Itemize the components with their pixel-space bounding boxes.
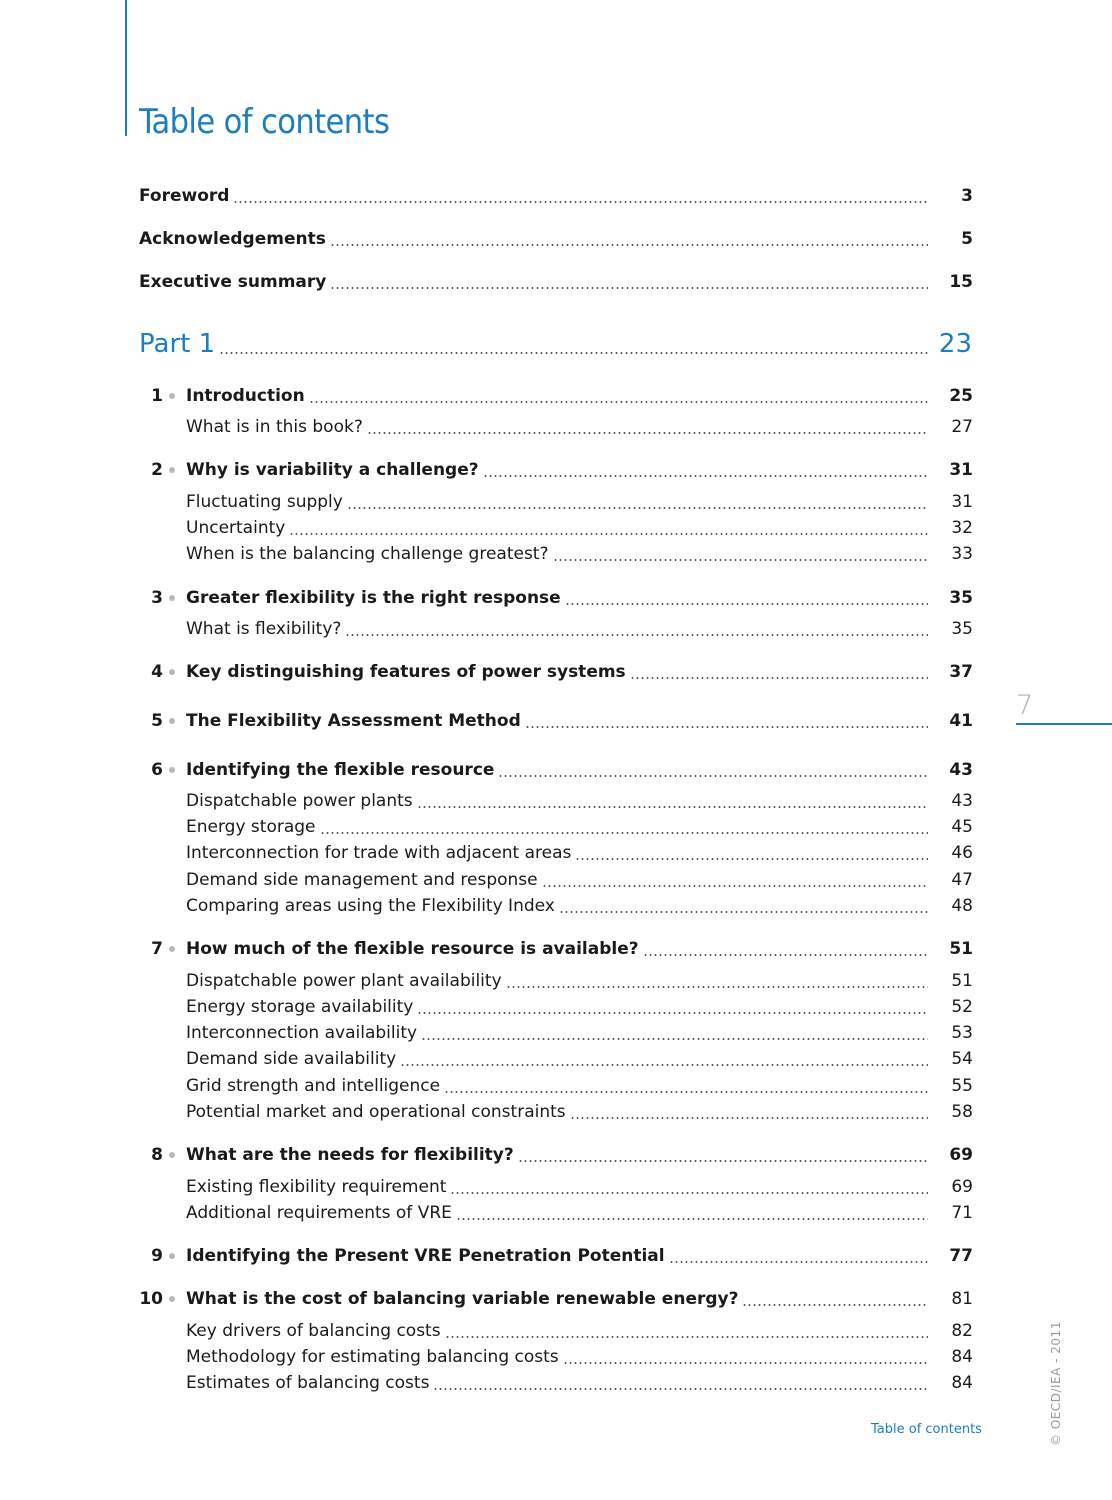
copyright-notice: © OECD/IEA - 2011: [1049, 1321, 1063, 1446]
chapter-number: 2: [151, 460, 163, 480]
toc-section-entry-page: 51: [951, 971, 973, 991]
dot-leader: [630, 677, 928, 679]
dot-leader: [742, 1304, 928, 1306]
toc-section-entry-title: Existing flexibility requirement: [186, 1177, 447, 1197]
chapter-number: 1: [151, 386, 163, 406]
dot-leader: [553, 559, 929, 561]
dot-leader: [309, 401, 928, 403]
toc-section-entry[interactable]: [0, 1319, 1112, 1343]
toc-section-entry[interactable]: [0, 490, 1112, 514]
toc-section-entry-page: 27: [951, 417, 973, 437]
toc-section-entry[interactable]: [0, 894, 1112, 918]
toc-front-matter-entry-page: 3: [961, 186, 973, 206]
toc-section-entry-page: 32: [951, 518, 973, 538]
chapter-bullet-icon: [169, 393, 175, 399]
toc-chapter-entry-page: 43: [949, 760, 973, 780]
page-number-rule: [1016, 723, 1112, 725]
toc-section-entry[interactable]: [0, 415, 1112, 439]
toc-chapter-entry-page: 37: [949, 662, 973, 682]
toc-front-matter-entry-title: Acknowledgements: [139, 229, 326, 249]
toc-chapter-entry[interactable]: [0, 586, 1112, 610]
chapter-bullet-icon: [169, 1253, 175, 1259]
toc-section-entry-page: 35: [951, 619, 973, 639]
toc-section-entry[interactable]: [0, 1201, 1112, 1225]
toc-section-entry-page: 43: [951, 791, 973, 811]
toc-section-entry-page: 71: [951, 1203, 973, 1223]
toc-section-entry-page: 48: [951, 896, 973, 916]
dot-leader: [289, 533, 928, 535]
dot-leader: [417, 806, 928, 808]
toc-chapter-entry-page: 31: [949, 460, 973, 480]
toc-chapter-entry[interactable]: [0, 660, 1112, 684]
chapter-number: 8: [151, 1145, 163, 1165]
toc-section-entry-page: 33: [951, 544, 973, 564]
dot-leader: [525, 726, 928, 728]
toc-part-heading[interactable]: [0, 328, 1112, 360]
toc-section-entry-title: Interconnection availability: [186, 1023, 418, 1043]
dot-leader: [233, 201, 928, 203]
toc-chapter-entry-page: 41: [949, 711, 973, 731]
toc-chapter-entry[interactable]: [0, 709, 1112, 733]
dot-leader: [563, 1362, 928, 1364]
toc-front-matter-entry-title: Executive summary: [139, 272, 327, 292]
toc-section-entry-page: 58: [951, 1102, 973, 1122]
toc-chapter-entry-title: Introduction: [186, 386, 305, 406]
running-footer: Table of contents: [871, 1422, 982, 1437]
toc-chapter-entry-page: 77: [949, 1246, 973, 1266]
dot-leader: [219, 352, 928, 354]
toc-chapter-entry[interactable]: [0, 758, 1112, 782]
toc-section-entry[interactable]: [0, 1175, 1112, 1199]
dot-leader: [559, 911, 928, 913]
dot-leader: [575, 858, 928, 860]
toc-chapter-entry-title: Key distinguishing features of power systems: [186, 662, 626, 682]
toc-section-entry-page: 55: [951, 1076, 973, 1096]
dot-leader: [498, 775, 928, 777]
toc-section-entry[interactable]: [0, 1345, 1112, 1369]
chapter-number: 7: [151, 939, 163, 959]
toc-section-entry[interactable]: [0, 1047, 1112, 1071]
toc-chapter-entry-title: Identifying the flexible resource: [186, 760, 495, 780]
toc-part-heading-title: Part 1: [139, 329, 216, 359]
toc-section-entry[interactable]: [0, 815, 1112, 839]
toc-section-entry-title: What is flexibility?: [186, 619, 342, 639]
toc-front-matter-entry[interactable]: [0, 227, 1112, 251]
toc-chapter-entry-page: 25: [949, 386, 973, 406]
chapter-bullet-icon: [169, 1152, 175, 1158]
toc-chapter-entry-page: 35: [949, 588, 973, 608]
toc-front-matter-entry-title: Foreword: [139, 186, 230, 206]
chapter-bullet-icon: [169, 946, 175, 952]
toc-chapter-entry-title: What are the needs for flexibility?: [186, 1145, 514, 1165]
chapter-bullet-icon: [169, 467, 175, 473]
chapter-bullet-icon: [169, 669, 175, 675]
toc-section-entry-title: Comparing areas using the Flexibility Index: [186, 896, 555, 916]
dot-leader: [445, 1336, 928, 1338]
toc-section-entry-page: 82: [951, 1321, 973, 1341]
toc-section-entry-title: Demand side availability: [186, 1049, 397, 1069]
toc-chapter-entry-title: Greater flexibility is the right response: [186, 588, 561, 608]
toc-section-entry-title: Additional requirements of VRE: [186, 1203, 452, 1223]
toc-section-entry[interactable]: [0, 1074, 1112, 1098]
dot-leader: [456, 1218, 928, 1220]
toc-section-entry-page: 53: [951, 1023, 973, 1043]
chapter-bullet-icon: [169, 767, 175, 773]
toc-section-entry-title: Demand side management and response: [186, 870, 538, 890]
dot-leader: [421, 1038, 928, 1040]
dot-leader: [320, 832, 928, 834]
toc-front-matter-entry[interactable]: [0, 184, 1112, 208]
toc-section-entry[interactable]: [0, 841, 1112, 865]
dot-leader: [450, 1192, 928, 1194]
page-number: 7: [1016, 690, 1034, 721]
toc-chapter-entry-title: How much of the flexible resource is available?: [186, 939, 639, 959]
toc-section-entry-page: 46: [951, 843, 973, 863]
toc-section-entry-title: When is the balancing challenge greatest?: [186, 544, 549, 564]
toc-section-entry[interactable]: [0, 516, 1112, 540]
toc-front-matter-entry-page: 5: [961, 229, 973, 249]
toc-chapter-entry-page: 81: [951, 1289, 973, 1309]
dot-leader: [444, 1091, 928, 1093]
chapter-bullet-icon: [169, 1296, 175, 1302]
toc-section-entry-page: 47: [951, 870, 973, 890]
toc-section-entry-title: Grid strength and intelligence: [186, 1076, 441, 1096]
dot-leader: [400, 1064, 928, 1066]
dot-leader: [669, 1261, 928, 1263]
dot-leader: [367, 432, 928, 434]
chapter-number: 3: [151, 588, 163, 608]
dot-leader: [347, 507, 928, 509]
toc-chapter-entry-page: 69: [949, 1145, 973, 1165]
chapter-bullet-icon: [169, 595, 175, 601]
toc-chapter-entry[interactable]: [0, 458, 1112, 482]
toc-section-entry[interactable]: [0, 1100, 1112, 1124]
toc-section-entry[interactable]: [0, 1371, 1112, 1395]
dot-leader: [345, 634, 928, 636]
toc-section-entry[interactable]: [0, 789, 1112, 813]
toc-chapter-entry[interactable]: [0, 1287, 1112, 1311]
toc-section-entry-page: 45: [951, 817, 973, 837]
toc-chapter-entry-title: The Flexibility Assessment Method: [186, 711, 521, 731]
toc-section-entry-page: 54: [951, 1049, 973, 1069]
toc-section-entry[interactable]: [0, 969, 1112, 993]
chapter-number: 5: [151, 711, 163, 731]
dot-leader: [417, 1012, 928, 1014]
toc-section-entry-title: Dispatchable power plants: [186, 791, 413, 811]
toc-section-entry[interactable]: [0, 1021, 1112, 1045]
toc-chapter-entry[interactable]: [0, 1143, 1112, 1167]
toc-chapter-entry[interactable]: [0, 384, 1112, 408]
chapter-bullet-icon: [169, 718, 175, 724]
chapter-number: 4: [151, 662, 163, 682]
toc-section-entry-title: Energy storage availability: [186, 997, 414, 1017]
title-accent-rule: [125, 0, 127, 136]
dot-leader: [643, 954, 928, 956]
toc-section-entry-page: 84: [951, 1373, 973, 1393]
toc-section-entry-title: Fluctuating supply: [186, 492, 343, 512]
dot-leader: [506, 986, 928, 988]
toc-section-entry[interactable]: [0, 868, 1112, 892]
dot-leader: [542, 885, 928, 887]
toc-section-entry-page: 69: [951, 1177, 973, 1197]
dot-leader: [330, 244, 928, 246]
dot-leader: [433, 1388, 928, 1390]
toc-section-entry-page: 84: [951, 1347, 973, 1367]
toc-chapter-entry[interactable]: [0, 937, 1112, 961]
dot-leader: [570, 1117, 928, 1119]
dot-leader: [518, 1160, 928, 1162]
page-title: Table of contents: [139, 102, 390, 142]
toc-section-entry-title: Dispatchable power plant availability: [186, 971, 502, 991]
toc-section-entry[interactable]: [0, 995, 1112, 1019]
toc-section-entry-title: Interconnection for trade with adjacent areas: [186, 843, 572, 863]
toc-section-entry-title: Estimates of balancing costs: [186, 1373, 430, 1393]
toc-section-entry-page: 52: [951, 997, 973, 1017]
toc-chapter-entry-title: Why is variability a challenge?: [186, 460, 479, 480]
dot-leader: [330, 287, 928, 289]
toc-chapter-entry-title: Identifying the Present VRE Penetration Potential: [186, 1246, 665, 1266]
toc-section-entry-page: 31: [951, 492, 973, 512]
toc-front-matter-entry-page: 15: [949, 272, 973, 292]
toc-chapter-entry[interactable]: [0, 1244, 1112, 1268]
toc-section-entry-title: Uncertainty: [186, 518, 286, 538]
toc-section-entry-title: Key drivers of balancing costs: [186, 1321, 441, 1341]
toc-front-matter-entry[interactable]: [0, 270, 1112, 294]
chapter-number: 10: [139, 1289, 163, 1309]
toc-section-entry[interactable]: [0, 617, 1112, 641]
chapter-number: 6: [151, 760, 163, 780]
toc-section-entry-title: What is in this book?: [186, 417, 363, 437]
toc-part-heading-page: 23: [938, 329, 972, 359]
toc-section-entry[interactable]: [0, 542, 1112, 566]
toc-chapter-entry-title: What is the cost of balancing variable renewable energy?: [186, 1289, 739, 1309]
toc-section-entry-title: Potential market and operational constraints: [186, 1102, 566, 1122]
toc-section-entry-title: Energy storage: [186, 817, 316, 837]
dot-leader: [483, 475, 928, 477]
toc-section-entry-title: Methodology for estimating balancing costs: [186, 1347, 559, 1367]
toc-chapter-entry-page: 51: [949, 939, 973, 959]
dot-leader: [565, 603, 928, 605]
chapter-number: 9: [151, 1246, 163, 1266]
